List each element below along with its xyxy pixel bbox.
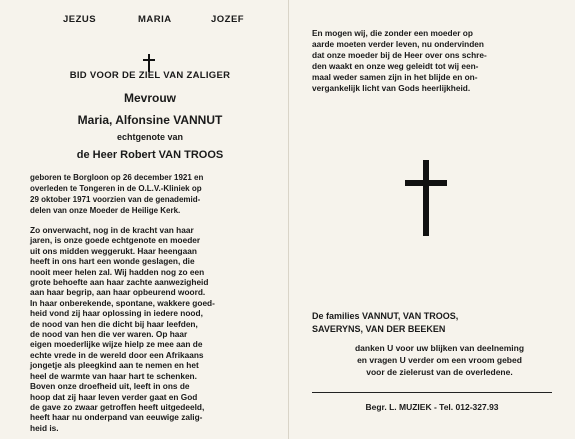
details-line: delen van onze Moeder de Heilige Kerk.: [30, 206, 181, 215]
large-cross-icon: [405, 160, 447, 236]
thanks-line: en vragen U verder om een vroom gebed: [357, 355, 522, 365]
eulogy-line: heeft in ons hart een wonde geslagen, die: [30, 256, 195, 267]
birth-death-details: [30, 172, 270, 216]
thanks-text: [322, 342, 557, 378]
verse-text: [312, 28, 552, 94]
prayer-heading: BID VOOR DE ZIEL VAN ZALIGER: [69, 70, 231, 81]
eulogy-line: heeft haar nu onderpand van eeuwige zalig-: [30, 412, 203, 423]
divider: [312, 392, 552, 393]
eulogy-line: eigen moederlijke wijze hielp ze mee aan de: [30, 339, 203, 350]
eulogy-line: In haar onberekende, spontane, wakkere goed-: [30, 297, 215, 308]
eulogy-line: uit ons midden weggerukt. Haar heengaan: [30, 245, 197, 256]
fold-line: [288, 0, 289, 439]
deceased-name: Maria, Alfonsine VANNUT: [77, 113, 223, 127]
eulogy-line: de nood van hen die dicht bij haar leefden,: [30, 318, 198, 329]
families-line: De families VANNUT, VAN TROOS,: [312, 311, 459, 321]
eulogy-line: aan haar begrip, aan haar opbeurend woord.: [30, 287, 206, 298]
details-line: geboren te Borgloon op 26 december 1921 en: [30, 173, 204, 182]
eulogy-line: Boven onze droefheid uit, leeft in ons de: [30, 381, 190, 392]
verse-line: En mogen wij, die zonder een moeder op: [312, 28, 473, 38]
families-text: [312, 310, 552, 336]
eulogy-line: heid vond zij haar oplossing in iedere nood,: [30, 308, 203, 319]
thanks-line: danken U voor uw blijken van deelneming: [354, 343, 525, 353]
verse-line: aarde moeten verder leven, nu ondervinden: [312, 39, 484, 49]
eulogy-line: Zo onverwacht, nog in de kracht van haar: [30, 225, 194, 235]
verse-line: den waakt en onze weg geleidt tot wij een-: [312, 61, 479, 71]
eulogy-line: de nood van hen die ver waren. Op haar: [30, 329, 188, 340]
eulogy-line: heel de warmte van haar hart te schenken.: [30, 370, 197, 381]
eulogy-line: hoop dat zij haar leven verder gaat en God: [30, 391, 198, 402]
eulogy-line: nooit meer helen zal. Wij hadden nog zo een: [30, 266, 205, 277]
honorific: Mevrouw: [123, 91, 176, 105]
families-line: SAVERYNS, VAN DER BEEKEN: [312, 324, 446, 334]
eulogy-text: [30, 225, 270, 433]
verse-line: vergankelijk licht van Gods heerlijkheid.: [312, 83, 471, 93]
printer-credit: Begr. L. MUZIEK - Tel. 012-327.93: [365, 402, 499, 412]
holy-name-jozef: JOZEF: [211, 14, 245, 25]
eulogy-line: heid is.: [30, 422, 59, 433]
eulogy-line: grote behoefte aan haar zachte aanwezigheid: [30, 277, 209, 288]
eulogy-line: echte vrede in de wereld door een Afrikaans: [30, 349, 204, 360]
holy-name-maria: MARIA: [138, 14, 172, 25]
relation-text: echtgenote van: [116, 132, 183, 142]
thanks-line: voor de zielerust van de overledene.: [366, 367, 513, 377]
husband-name: de Heer Robert VAN TROOS: [76, 149, 224, 161]
details-line: overleden te Tongeren in de O.L.V.-Kliniek op: [30, 184, 202, 193]
right-page: [312, 0, 552, 439]
verse-line: dat onze moeder bij de Heer over ons schre-: [312, 50, 487, 60]
eulogy-line: jaren, is onze goede echtgenote en moeder: [30, 235, 201, 246]
holy-name-jezus: JEZUS: [63, 14, 97, 25]
verse-line: maal weder samen zijn in het blijde en on-: [312, 72, 478, 82]
left-page: [30, 0, 270, 439]
details-line: 29 oktober 1971 voorzien van de genademid-: [30, 195, 201, 204]
eulogy-line: de gave zo zwaar getroffen heeft uitgedeeld,: [30, 401, 205, 412]
eulogy-line: jongetje als pleegkind aan te nemen en het: [30, 360, 199, 371]
